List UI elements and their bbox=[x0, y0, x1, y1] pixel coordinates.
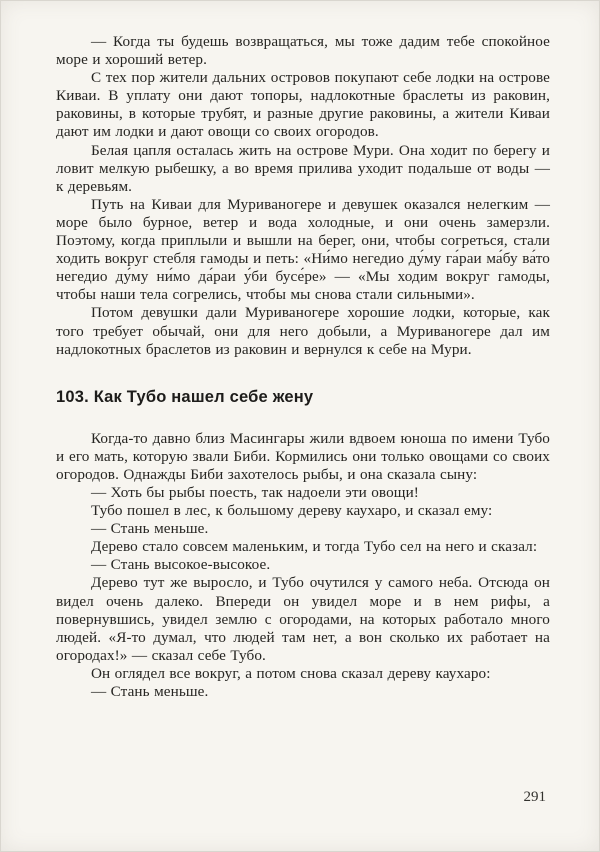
paragraph: Когда-то давно близ Масингары жили вдвоем юноша по имени Тубо и его мать, которую звали Биби. Кормились они только овощами со своих огородов. Однажды Биби захотелось рыбы, и она сказала сыну: bbox=[56, 429, 550, 483]
paragraph: С тех пор жители дальних островов покупают себе лодки на острове Киваи. В уплату они дают топоры, надлокотные браслеты из раковин, раковины, в которые трубят, и разные другие раковины, а жители Киваи дают им лодки и дают овощи со своих огородов. bbox=[56, 69, 550, 141]
dialogue-line: — Стань меньше. bbox=[90, 683, 209, 700]
paragraph: Путь на Киваи для Муриваногере и девушек оказался нелегким — море было бурное, ветер и вода холодные, и они очень замерзли. Поэтому, когда приплыли и вышли на берег, они, чтобы согреться, стали ходить вокруг стебля гамоды и петь: «Ни́мо негедио ду́му га́раи ма́бу ва́то негедио ду́му ни́мо да́раи у́би бусе́ре» — «Мы ходим вокруг гамоды, чтобы наши тела согрелись, чтобы мы снова стали сильными». bbox=[56, 195, 550, 304]
paragraph: Белая цапля осталась жить на острове Мури. Она ходит по берегу и ловит мелкую рыбешку, а во время прилива уходит подальше от воды — к деревьям. bbox=[56, 141, 550, 195]
page-number: 291 bbox=[523, 789, 546, 805]
paragraph: Потом девушки дали Муриваногере хорошие лодки, которые, как того требует обычай, они для него добыли, а Муриваногере дал им надлокотных браслетов из раковин и вернулся к себе на Мури. bbox=[56, 304, 550, 358]
paragraph: Тубо пошел в лес, к большому дереву каухаро, и сказал ему: bbox=[90, 502, 493, 520]
paragraph: Он оглядел все вокруг, а потом снова сказал дереву каухаро: bbox=[90, 664, 491, 682]
dialogue-line: — Стань высокое-высокое. bbox=[90, 556, 271, 574]
story-body bbox=[56, 430, 550, 701]
dialogue-line: — Стань меньше. bbox=[90, 520, 209, 538]
paragraph: Дерево тут же выросло, и Тубо очутился у самого неба. Отсюда он видел очень далеко. Впереди он увидел море и в нем рифы, а повернувшись, увидел землю с огородами, на которых работало много людей. «Я-то думал, что людей там нет, а вон сколько их работает на огородах!» — сказал себе Тубо. bbox=[56, 574, 550, 664]
page-text-block bbox=[56, 33, 550, 701]
paragraph: Дерево стало совсем маленьким, и тогда Тубо сел на него и сказал: bbox=[90, 538, 538, 556]
dialogue-line: — Хоть бы рыбы поесть, так надоели эти овощи! bbox=[90, 483, 419, 501]
previous-story-ending bbox=[56, 33, 550, 359]
paragraph: — Когда ты будешь возвращаться, мы тоже дадим тебе спокойное море и хороший ветер. bbox=[56, 33, 550, 69]
story-heading: 103. Как Тубо нашел себе жену bbox=[56, 387, 314, 406]
